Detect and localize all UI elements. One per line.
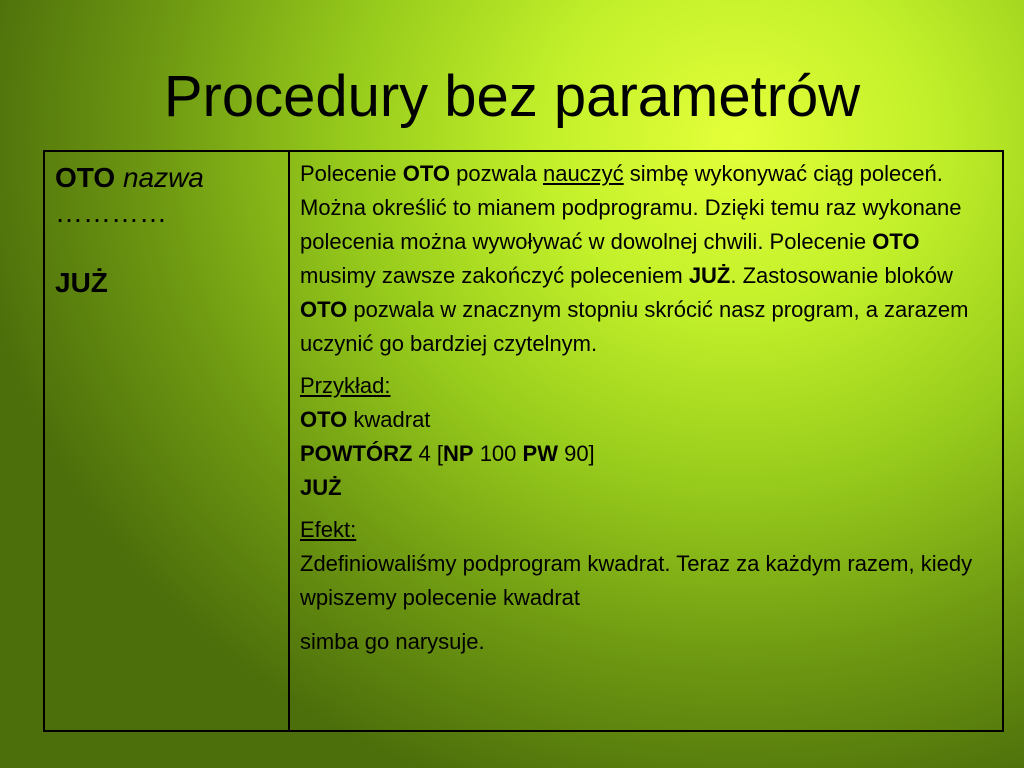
description-paragraph [300, 157, 992, 361]
effect-text: Zdefiniowaliśmy podprogram kwadrat. Teraz za każdym razem, kiedy wpiszemy polecenie kwadrat [300, 551, 973, 610]
desc-keyword: OTO [402, 161, 451, 186]
code-text: 100 [473, 441, 523, 466]
code-keyword: NP [443, 441, 474, 466]
procedure-name: nazwa [122, 162, 204, 193]
example-line-3: JUŻ [300, 475, 342, 500]
example-section [300, 369, 992, 505]
example-heading: Przykład: [300, 373, 391, 398]
example-line-1 [300, 403, 992, 437]
desc-keyword: OTO [872, 229, 920, 254]
description-cell [290, 152, 1002, 730]
syntax-dots: ………… [55, 197, 167, 228]
desc-text: pozwala w znacznym stopniu skrócić nasz program, a zarazem uczynić go bardziej czytelnym. [300, 297, 969, 356]
code-text: 90] [557, 441, 595, 466]
content-table [43, 150, 1004, 732]
desc-text: simbę wykonywać ciąg poleceń. Można określić to mianem podprogramu. Dzięki temu raz wykonane polecenia można wywoływać w dowolnej chwili. Polecenie [300, 161, 962, 254]
code-text: 4 [ [412, 441, 444, 466]
desc-keyword: OTO [300, 297, 348, 322]
code-text: kwadrat [347, 407, 431, 432]
effect-text-end: simba go narysuje. [300, 629, 485, 654]
keyword-oto: OTO [55, 162, 116, 193]
effect-section [300, 513, 992, 659]
code-keyword: OTO [300, 407, 348, 432]
desc-underlined: nauczyć [542, 161, 624, 186]
code-keyword: POWTÓRZ [300, 441, 413, 466]
desc-text: Polecenie [300, 161, 403, 186]
desc-keyword: JUŻ [688, 263, 731, 288]
effect-heading: Efekt: [300, 517, 357, 542]
example-line-2 [300, 437, 992, 471]
keyword-juz: JUŻ [55, 267, 108, 298]
syntax-header [55, 160, 278, 195]
syntax-cell [45, 152, 290, 730]
desc-text: . Zastosowanie bloków [730, 263, 953, 288]
slide-title: Procedury bez parametrów [163, 64, 861, 129]
desc-text: musimy zawsze zakończyć poleceniem [300, 263, 689, 288]
code-keyword: PW [522, 441, 558, 466]
desc-text: pozwala [450, 161, 543, 186]
